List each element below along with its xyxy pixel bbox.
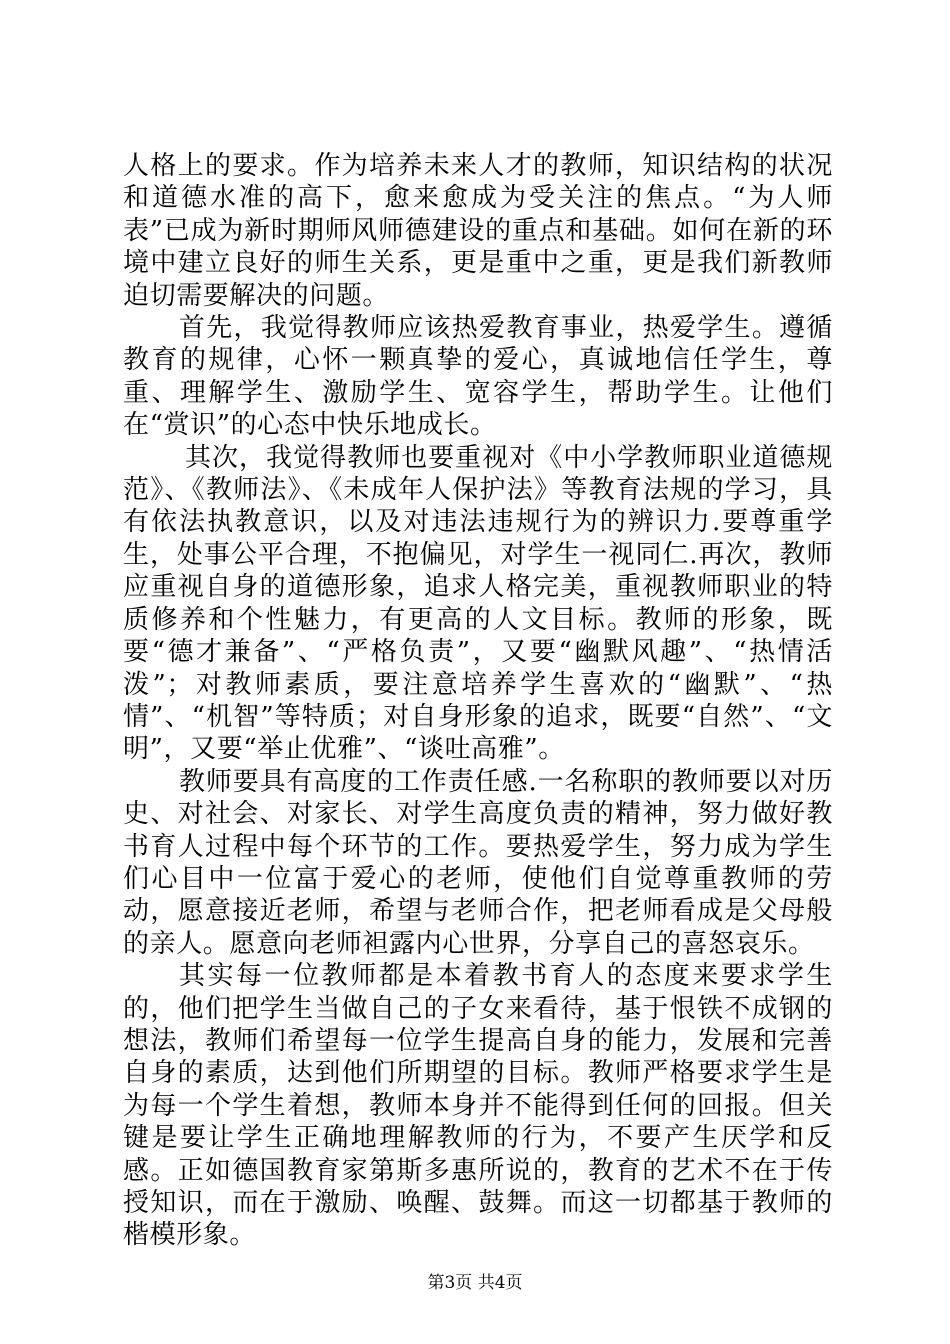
document-body	[123, 150, 833, 1252]
paragraph-first-point: 首先，我觉得教师应该热爱教育事业，热爱学生。遵循教育的规律，心怀一颗真挚的爱心，真诚地信任学生，尊重、理解学生、激励学生、宽容学生，帮助学生。让他们在“赏识”的心态中快乐地成长。	[123, 313, 833, 441]
paragraph-responsibility: 教师要具有高度的工作责任感.一名称职的教师要以对历史、对社会、对家长、对学生高度负责的精神，努力做好教书育人过程中每个环节的工作。要热爱学生，努力成为学生们心目中一位富于爱心的老师，使他们自觉尊重教师的劳动，愿意接近老师，希望与老师合作，把老师看成是父母般的亲人。愿意向老师袒露内心世界，分享自己的喜怒哀乐。	[123, 766, 833, 959]
page-number-footer: 第3页 共4页	[427, 1273, 523, 1293]
paragraph-conclusion: 其实每一位教师都是本着教书育人的态度来要求学生的，他们把学生当做自己的子女来看待，基于恨铁不成钢的想法，教师们希望每一位学生提高自身的能力，发展和完善自身的素质，达到他们所期望的目标。教师严格要求学生是为每一个学生着想，教师本身并不能得到任何的回报。但关键是要让学生正确地理解教师的行为，不要产生厌学和反感。正如德国教育家第斯多惠所说的，教育的艺术不在于传授知识，而在于激励、唤醒、鼓舞。而这一切都基于教师的楷模形象。	[123, 961, 833, 1251]
paragraph-second-point: 其次，我觉得教师也要重视对《中小学教师职业道德规范》、《教师法》、《未成年人保护法》等教育法规的学习，具有依法执教意识，以及对违法违规行为的辨识力.要尊重学生，处事公平合理，不抱偏见，对学生一视同仁.再次，教师应重视自身的道德形象，追求人格完美，重视教师职业的特质修养和个性魅力，有更高的人文目标。教师的形象，既要“德才兼备”、“严格负责”，又要“幽默风趣”、“热情活泼”；对教师素质，要注意培养学生喜欢的“幽默”、“热情”、“机智”等特质；对自身形象的追求，既要“自然”、“文明”，又要“举止优雅”、“谈吐高雅”。	[123, 442, 833, 765]
paragraph-continuation: 人格上的要求。作为培养未来人才的教师，知识结构的状况和道德水准的高下，愈来愈成为受关注的焦点。“为人师表”已成为新时期师风师德建设的重点和基础。如何在新的环境中建立良好的师生关系，更是重中之重，更是我们新教师迫切需要解决的问题。	[123, 151, 833, 311]
